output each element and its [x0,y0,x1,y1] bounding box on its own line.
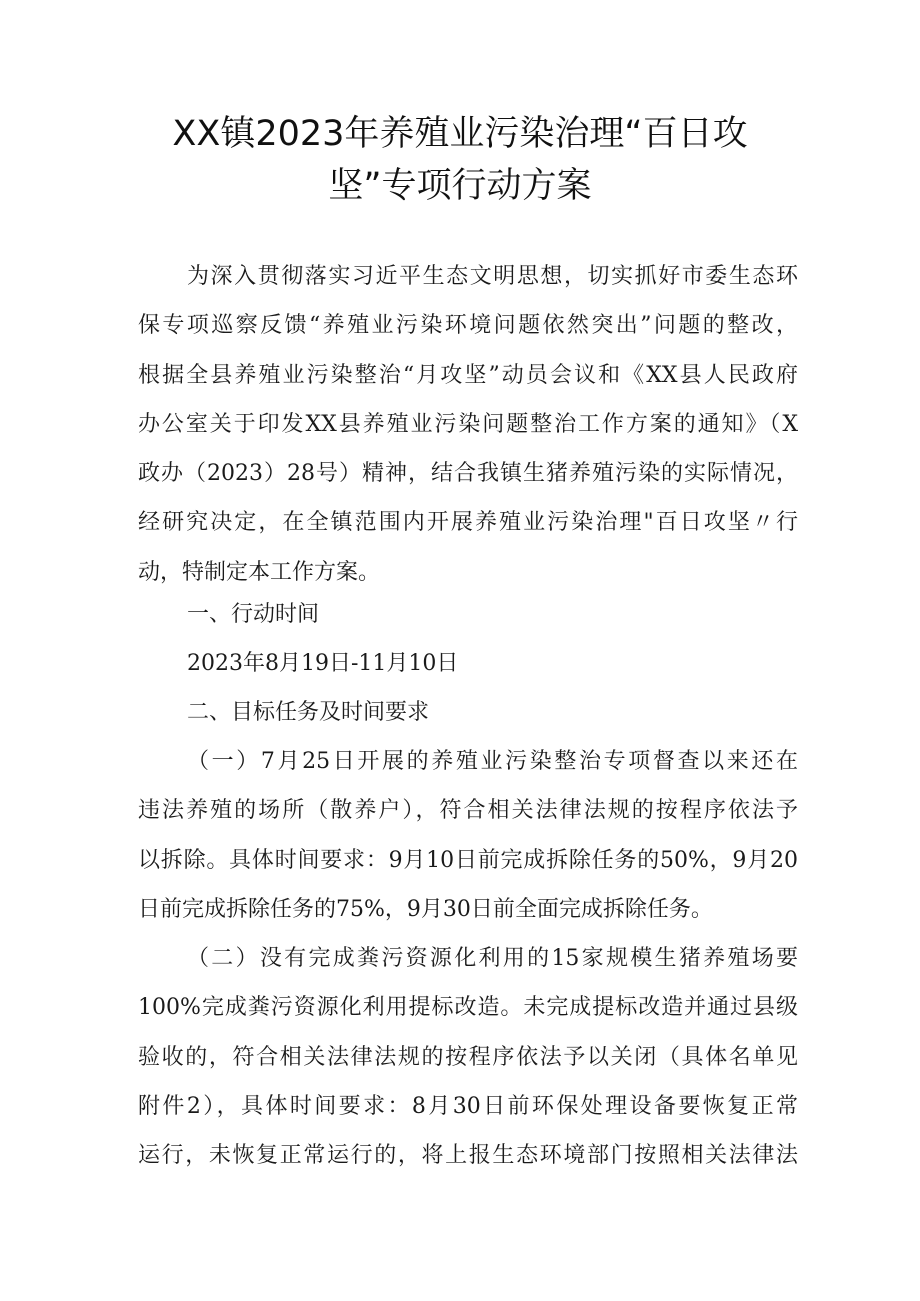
section-1-date-range: 2023年8月19日-11月10日 [187,651,459,676]
item-2-paragraph [138,934,798,1180]
section-1-heading: 一、行动时间 [187,602,320,627]
item-2-line: 验收的，符合相关法律法规的按程序依法予以关闭（具体名单见 [138,1044,798,1070]
item-1-line: 违法养殖的场所（散养户），符合相关法律法规的按程序依法予 [138,798,798,824]
intro-line: 经研究决定，在全镇范围内开展养殖业污染治理"百日攻坚〃行 [138,510,798,536]
document-title-line-2: 坚”专项行动方案 [328,166,592,206]
item-2-line: 100%完成粪污资源化利用提标改造。未完成提标改造并通过县级 [138,995,798,1021]
item-2-line: 运行，未恢复正常运行的，将上报生态环境部门按照相关法律法 [138,1143,798,1169]
document-title-line-1: XX镇2023年养殖业污染治理“百日攻 [172,114,748,154]
section-2-heading: 二、目标任务及时间要求 [187,700,430,725]
item-1-line: （一）7月25日开展的养殖业污染整治专项督查以来还在 [187,749,798,774]
intro-line: 保专项巡察反馈“养殖业污染环境问题依然突出”问题的整改， [138,313,798,339]
item-2-line: 附件2），具体时间要求：8月30日前环保处理设备要恢复正常 [138,1093,798,1119]
item-1-line: 以拆除。具体时间要求：9月10日前完成拆除任务的50%，9月20 [138,847,798,873]
intro-line: 办公室关于印发XX县养殖业污染问题整治工作方案的通知》（X [138,411,798,437]
intro-line: 政办（2023）28号）精神，结合我镇生猪养殖污染的实际情况， [138,461,798,487]
intro-paragraph [138,252,798,597]
intro-line: 为深入贯彻落实习近平生态文明思想，切实抓好市委生态环 [187,264,798,289]
item-1-paragraph [138,737,798,934]
item-1-line: 日前完成拆除任务的75%，9月30日前全面完成拆除任务。 [138,896,713,922]
intro-line: 动，特制定本工作方案。 [138,559,381,585]
item-2-line: （二）没有完成粪污资源化利用的15家规模生猪养殖场要 [187,946,798,971]
intro-line: 根据全县养殖业污染整治“月攻坚”动员会议和《XX县人民政府 [138,362,798,388]
